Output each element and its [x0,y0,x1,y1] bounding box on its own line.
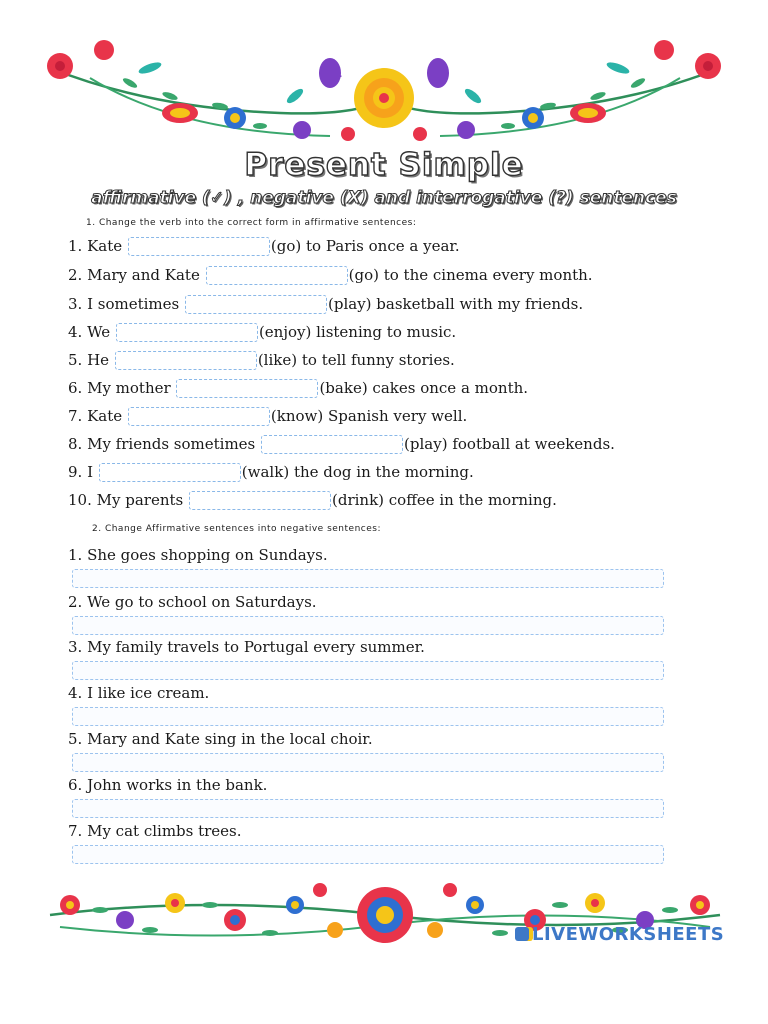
floral-header-decoration [30,38,738,148]
s1-answer-input-9[interactable] [99,463,241,482]
s1-item-10: 10. My parents (drink) coffee in the morning. [68,491,557,509]
s1-item-5: 5. He (like) to tell funny stories. [68,351,455,369]
s1-answer-input-8[interactable] [261,435,403,454]
s1-answer-input-7[interactable] [128,407,270,426]
s2-sentence-4: 4. I like ice cream. [68,684,210,702]
s2-sentence-6: 6. John works in the bank. [68,776,268,794]
s1-item-6: 6. My mother (bake) cakes once a month. [68,379,529,397]
s1-answer-input-2[interactable] [206,266,348,285]
s1-answer-input-5[interactable] [115,351,257,370]
s1-item-9: 9. I (walk) the dog in the morning. [68,463,474,481]
s2-sentence-1: 1. She goes shopping on Sundays. [68,546,328,564]
liveworksheets-logo: LIVEWORKSHEETS [515,924,724,945]
page-subtitle: affirmative (✓) , negative (X) and interrogative (?) sentences [91,188,677,208]
s1-item-1: 1. Kate (go) to Paris once a year. [68,237,460,255]
s2-answer-input-2[interactable] [72,616,664,635]
s2-sentence-5: 5. Mary and Kate sing in the local choir. [68,730,373,748]
s2-answer-input-7[interactable] [72,845,664,864]
s2-answer-input-1[interactable] [72,569,664,588]
s2-sentence-2: 2. We go to school on Saturdays. [68,593,317,611]
s1-item-8: 8. My friends sometimes (play) football at weekends. [68,435,615,453]
s1-answer-input-4[interactable] [116,323,258,342]
s1-answer-input-3[interactable] [185,295,327,314]
section1-instruction: 1. Change the verb into the correct form in affirmative sentences: [86,218,417,228]
s2-answer-input-4[interactable] [72,707,664,726]
s2-answer-input-6[interactable] [72,799,664,818]
s1-answer-input-6[interactable] [176,379,318,398]
s1-item-2: 2. Mary and Kate (go) to the cinema every month. [68,266,593,284]
s1-answer-input-1[interactable] [128,237,270,256]
section2-instruction: 2. Change Affirmative sentences into negative sentences: [92,524,381,534]
s2-sentence-3: 3. My family travels to Portugal every summer. [68,638,425,656]
s2-sentence-7: 7. My cat climbs trees. [68,822,242,840]
s1-answer-input-10[interactable] [189,491,331,510]
s2-answer-input-3[interactable] [72,661,664,680]
s1-item-7: 7. Kate (know) Spanish very well. [68,407,468,425]
s2-answer-input-5[interactable] [72,753,664,772]
s1-item-4: 4. We (enjoy) listening to music. [68,323,457,341]
page-title: Present Simple [244,147,524,183]
s1-item-3: 3. I sometimes (play) basketball with my friends. [68,295,584,313]
liveworksheets-logo-icon [515,927,529,941]
